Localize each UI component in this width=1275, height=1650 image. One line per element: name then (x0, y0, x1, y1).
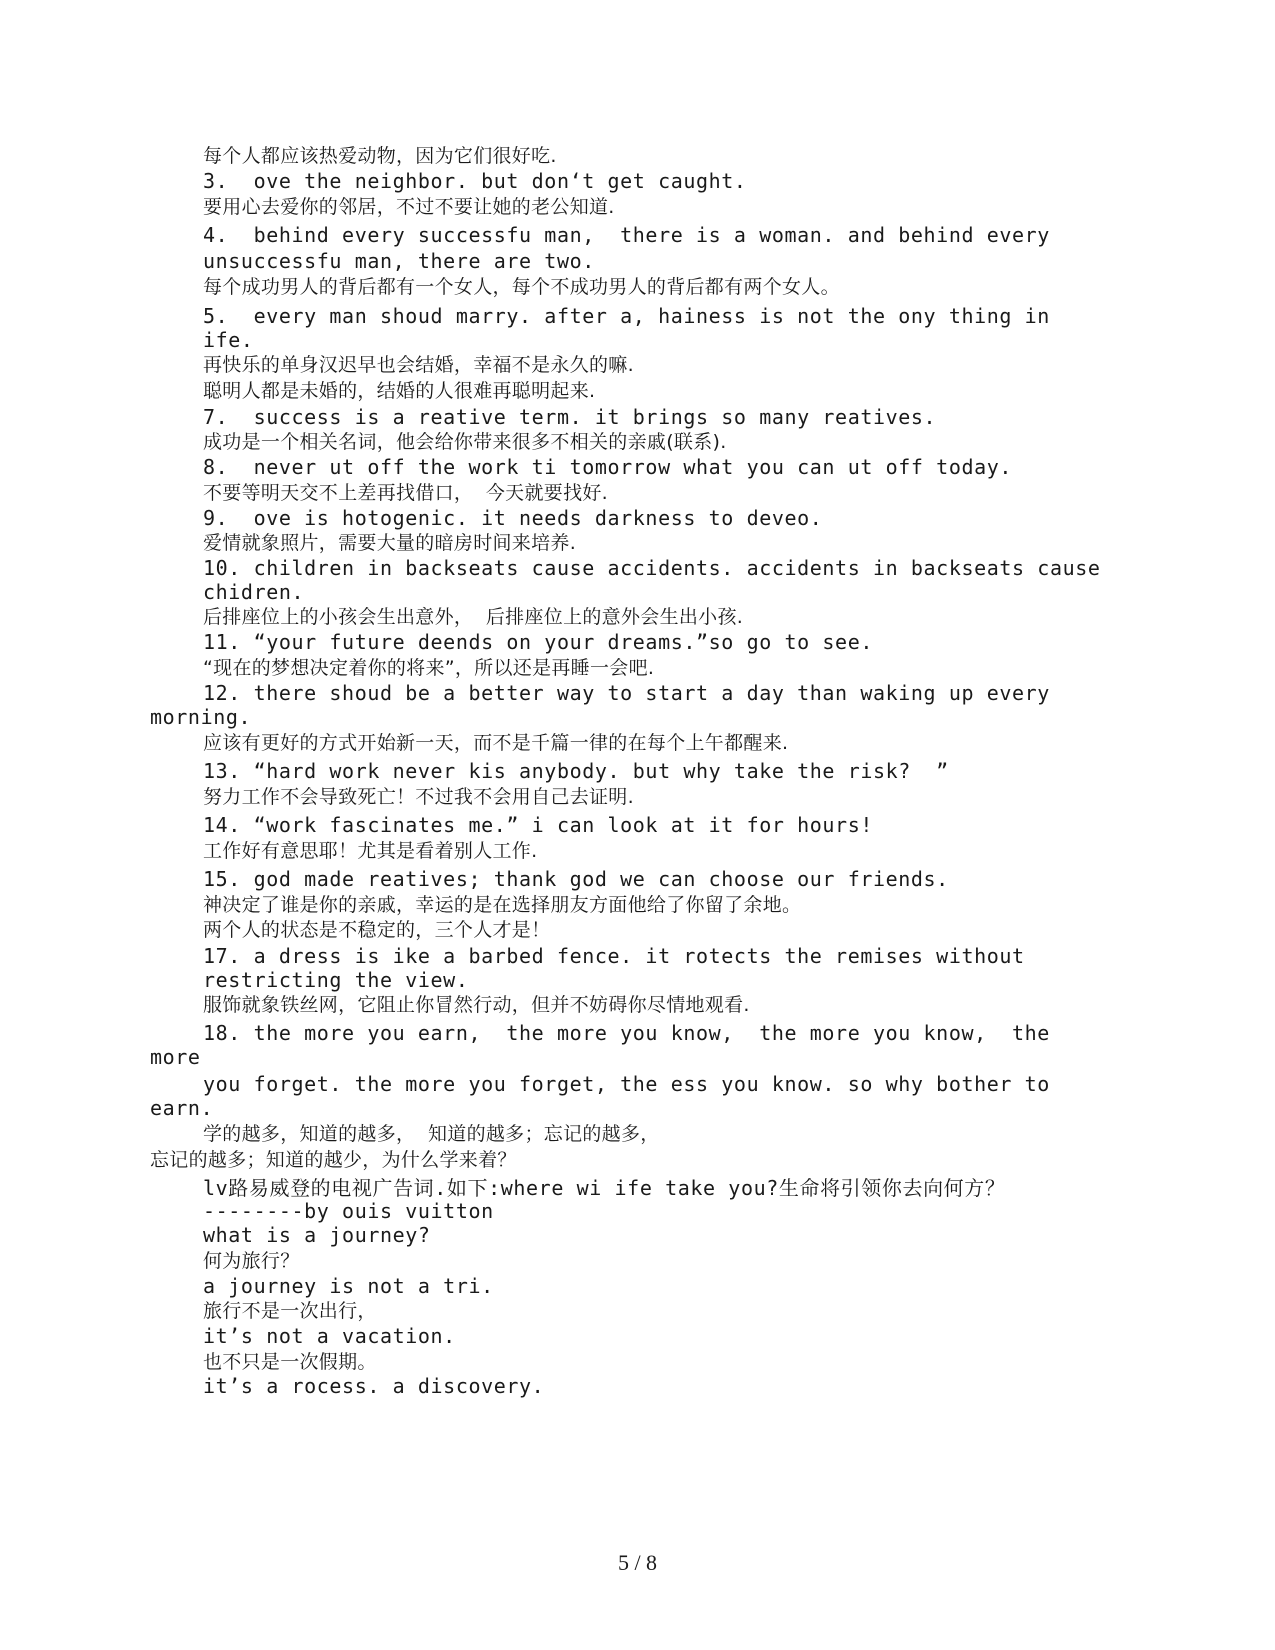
text-line: it’s not a vacation. (203, 1324, 456, 1348)
text-line: 11. “your future deends on your dreams.”so go to see. (203, 630, 873, 654)
text-line: 学的越多，知道的越多， 知道的越多；忘记的越多， (203, 1123, 660, 1145)
text-line: unsuccessfu man, there are two. (203, 249, 595, 273)
text-line: 15. god made reatives; thank god we can choose our friends. (203, 867, 949, 891)
text-line: 成功是一个相关名词，他会给你带来很多不相关的亲戚(联系). (203, 431, 727, 453)
text-line: 4. behind every successfu man, there is a woman. and behind every (203, 223, 1050, 247)
text-line: 要用心去爱你的邻居，不过不要让她的老公知道. (203, 196, 615, 218)
text-line: it’s a rocess. a discovery. (203, 1374, 545, 1398)
text-line: 3. ove the neighbor. but don‘t get caught. (203, 169, 747, 193)
text-line: 努力工作不会导致死亡！不过我不会用自己去证明. (203, 786, 634, 808)
text-line: you forget. the more you forget, the ess you know. so why bother to (203, 1072, 1050, 1096)
text-line: a journey is not a tri. (203, 1274, 494, 1298)
text-line: lv路易威登的电视广告词.如下:where wi ife take you?生命将引领你去向何方？ (203, 1176, 1006, 1200)
text-line: 也不只是一次假期。 (203, 1351, 377, 1373)
text-line: ife. (203, 328, 254, 352)
text-line: 12. there shoud be a better way to start a day than waking up every (203, 681, 1050, 705)
text-line: 10. children in backseats cause accidents. accidents in backseats cause (203, 556, 1101, 580)
text-line: 应该有更好的方式开始新一天，而不是千篇一律的在每个上午都醒来. (203, 732, 789, 754)
text-line: what is a journey? (203, 1223, 431, 1247)
text-line: chidren. (203, 580, 305, 604)
text-line: 13. “hard work never kis anybody. but why take the risk? ” (203, 759, 949, 783)
text-line: 再快乐的单身汉迟早也会结婚，幸福不是永久的嘛. (203, 354, 634, 376)
text-line: 5. every man shoud marry. after a, hainess is not the ony thing in (203, 304, 1050, 328)
text-line: 14. “work fascinates me.” i can look at it for hours! (203, 813, 873, 837)
text-line: 8. never ut off the work ti tomorrow what you can ut off today. (203, 455, 1013, 479)
text-line: 后排座位上的小孩会生出意外， 后排座位上的意外会生出小孩. (203, 606, 744, 628)
text-line: 17. a dress is ike a barbed fence. it rotects the remises without (203, 944, 1025, 968)
text-line: 何为旅行？ (203, 1250, 300, 1272)
text-line: 18. the more you earn, the more you know, the more you know, the (203, 1021, 1050, 1045)
text-line: 旅行不是一次出行， (203, 1300, 377, 1322)
text-line: 每个成功男人的背后都有一个女人，每个不成功男人的背后都有两个女人。 (203, 276, 840, 298)
text-line: 工作好有意思耶！尤其是看着别人工作. (203, 840, 538, 862)
text-line: 忘记的越多；知道的越少，为什么学来着？ (150, 1149, 517, 1171)
text-line: 服饰就象铁丝网，它阻止你冒然行动，但并不妨碍你尽情地观看. (203, 994, 750, 1016)
text-line: 不要等明天交不上差再找借口， 今天就要找好. (203, 482, 609, 504)
text-line: --------by ouis vuitton (203, 1199, 494, 1223)
text-line: earn. (150, 1096, 214, 1120)
text-line: 聪明人都是未婚的，结婚的人很难再聪明起来. (203, 380, 596, 402)
text-line: 每个人都应该热爱动物，因为它们很好吃. (203, 145, 557, 167)
text-line: morning. (150, 705, 252, 729)
text-line: 神决定了谁是你的亲戚，幸运的是在选择朋友方面他给了你留了余地。 (203, 894, 802, 916)
text-line: “现在的梦想决定着你的将来”，所以还是再睡一会吧. (203, 657, 655, 679)
page-number: 5 / 8 (617, 1550, 658, 1575)
text-line: more (150, 1045, 201, 1069)
text-line: restricting the view. (203, 968, 469, 992)
text-line: 7. success is a reative term. it brings so many reatives. (203, 405, 937, 429)
text-line: 两个人的状态是不稳定的，三个人才是！ (203, 919, 551, 941)
text-line: 9. ove is hotogenic. it needs darkness to deveo. (203, 506, 823, 530)
text-line: 爱情就象照片，需要大量的暗房时间来培养. (203, 532, 577, 554)
